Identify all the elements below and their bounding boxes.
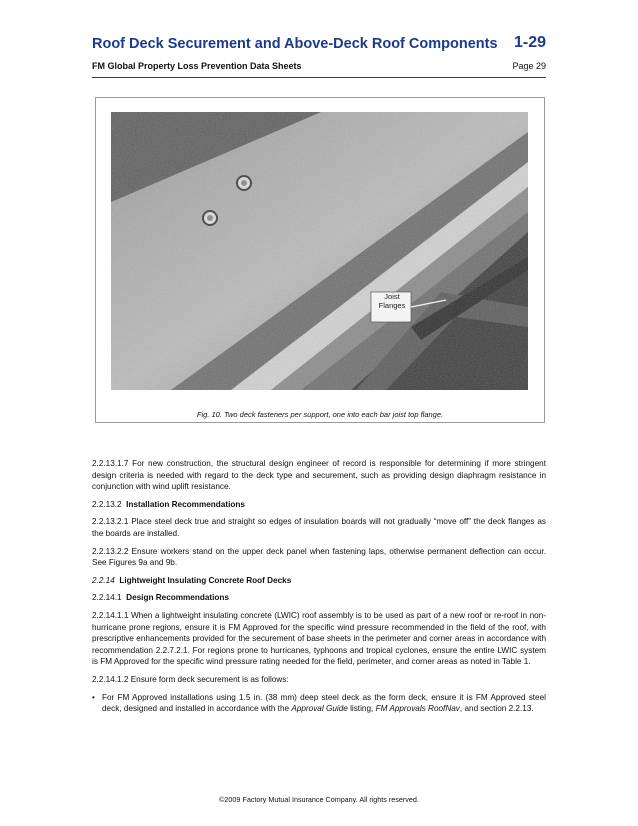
document-title: Roof Deck Securement and Above-Deck Roof Components (92, 36, 498, 52)
bullet-icon: • (92, 692, 95, 702)
figure-caption: Fig. 10. Two deck fasteners per support, one into each bar joist top flange. (196, 410, 444, 419)
heading-title: Lightweight Insulating Concrete Roof Decks (119, 575, 292, 585)
paragraph-2-2-13-2-1: 2.2.13.2.1 Place steel deck true and straight so edges of insulation boards will not gradually “move off” the deck flanges as the boards are installed. (92, 517, 546, 538)
heading-2-2-13-2 (92, 499, 546, 511)
joist-flanges-label (372, 292, 412, 310)
heading-title: Design Recommendations (126, 593, 229, 603)
heading-title: Installation Recommendations (126, 499, 245, 509)
bullet-item (92, 692, 546, 715)
page-number: Page 29 (512, 61, 546, 71)
bullet-text (102, 692, 546, 715)
joist-flanges-label-line2: Flanges (378, 301, 406, 310)
fastener-photo (111, 112, 528, 390)
paragraph-2-2-14-1-2: 2.2.14.1.2 Ensure form deck securement is as follows: (92, 674, 289, 684)
roofnav-ref: FM Approvals RoofNav (375, 704, 460, 714)
paragraph-2-2-13-2-2: 2.2.13.2.2 Ensure workers stand on the upper deck panel when fastening laps, otherwise permanent deflection can occur. See Figures 9a and 9b. (92, 546, 546, 568)
bullet-text-part: , and section 2.2.13. (459, 704, 534, 714)
heading-2-2-14 (92, 575, 546, 587)
header-rule (92, 77, 546, 78)
bullet-text-part: For FM Approved installations using 1.5 in. (38 mm) deep steel deck as the form deck, ensure it is FM Approved steel deck, designed and installed in accordance with the (102, 692, 546, 714)
heading-number: 2.2.13.2 (92, 499, 122, 509)
bullet-text-part: listing, (347, 704, 376, 714)
copyright-footer: ©2009 Factory Mutual Insurance Company. All rights reserved. (219, 795, 419, 804)
heading-number: 2.2.14 (92, 575, 115, 585)
heading-number: 2.2.14.1 (92, 593, 122, 603)
figure-10 (95, 97, 545, 423)
publication-name: FM Global Property Loss Prevention Data Sheets (92, 61, 302, 71)
paragraph-2-2-14-1-1: 2.2.14.1.1 When a lightweight insulating concrete (LWIC) roof assembly is to be used as part of a new roof or re-roof in non-hurricane prone regions, ensure it is FM Approved for the specific wind pressure recommended in the field of the roof, with prescriptive enhancements provided for the securement of base sheets in the perimeter and corner areas in accordance with recommendation 2.2.7.2.1. For regions prone to hurricanes, typhoons and tropical cyclones, ensure the entire LWIC system is FM Approved for the specific wind pressure rating needed for the field, perimeter, and corner areas as noted in Table 1. (92, 610, 546, 667)
joist-flanges-label-line1: Joist (384, 292, 400, 301)
paragraph-2-2-13-1-7: 2.2.13.1.7 For new construction, the structural design engineer of record is responsible for determining if more stringent design criteria is needed with regard to the deck type and securement, such as providing design diaphragm resistance in conjunction with wind uplift resistance. (92, 459, 546, 492)
heading-2-2-14-1 (92, 592, 546, 604)
body-text (92, 458, 546, 721)
data-sheet-number: 1-29 (513, 34, 546, 51)
approval-guide-ref: Approval Guide (291, 704, 348, 714)
